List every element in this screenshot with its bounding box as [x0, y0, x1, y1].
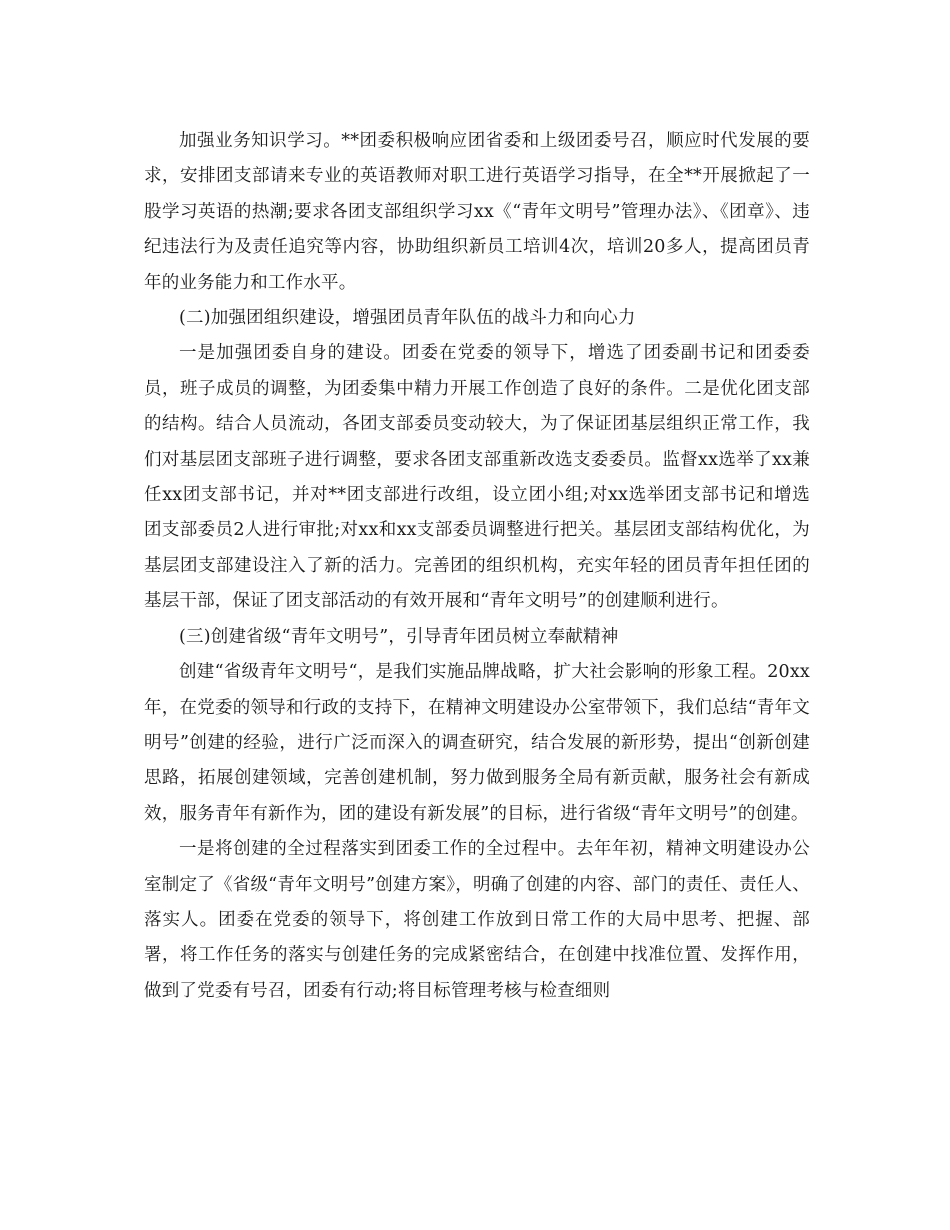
section-heading-2: (二)加强团组织建设，增强团员青年队伍的战斗力和向心力: [179, 308, 636, 329]
section-heading-3: (三)创建省级“青年文明号”，引导青年团员树立奉献精神: [179, 626, 619, 647]
paragraph-study: 加强业务知识学习。**团委积极响应团省委和上级团委号召，顺应时代发展的要求，安排团支部请来专业的英语教师对职工进行英语学习指导，在全**开展掀起了一股学习英语的热潮;要求各团支部组织学习xx《“青年文明号”管理办法》、《团章》、违纪违法行为及责任追究等内容，协助组织新员工培训4次，培训20多人，提高团员青年的业务能力和工作水平。: [144, 131, 810, 293]
paragraph-implementation: 一是将创建的全过程落实到团委工作的全过程中。去年年初，精神文明建设办公室制定了《省级“青年文明号”创建方案》，明确了创建的内容、部门的责任、责任人、落实人。团委在党委的领导下，将创建工作放到日常工作的大局中思考、把握、部署，将工作任务的落实与创建任务的完成紧密结合，在创建中找准位置、发挥作用，做到了党委有号召，团委有行动;将目标管理考核与检查细则: [144, 839, 810, 1001]
paragraph-youth-civilization: 创建“省级青年文明号“，是我们实施品牌战略，扩大社会影响的形象工程。20xx年，在党委的领导和行政的支持下，在精神文明建设办公室带领下，我们总结“青年文明号”创建的经验，进行广泛而深入的调查研究，结合发展的新形势，提出“创新创建思路，拓展创建领域，完善创建机制，努力做到服务全局有新贡献，服务社会有新成效，服务青年有新作为，团的建设有新发展”的目标，进行省级“青年文明号”的创建。: [144, 662, 810, 824]
paragraph-organization: 一是加强团委自身的建设。团委在党委的领导下，增选了团委副书记和团委委员，班子成员的调整，为团委集中精力开展工作创造了良好的条件。二是优化团支部的结构。结合人员流动，各团支部委员变动较大，为了保证团基层组织正常工作，我们对基层团支部班子进行调整，要求各团支部重新改选支委委员。监督xx选举了xx兼任xx团支部书记，并对**团支部进行改组，设立团小组;对xx选举团支部书记和增选团支部委员2人进行审批;对xx和xx支部委员调整进行把关。基层团支部结构优化，为基层团支部建设注入了新的活力。完善团的组织机构，充实年轻的团员青年担任团的基层干部，保证了团支部活动的有效开展和“青年文明号”的创建顺利进行。: [144, 343, 810, 612]
